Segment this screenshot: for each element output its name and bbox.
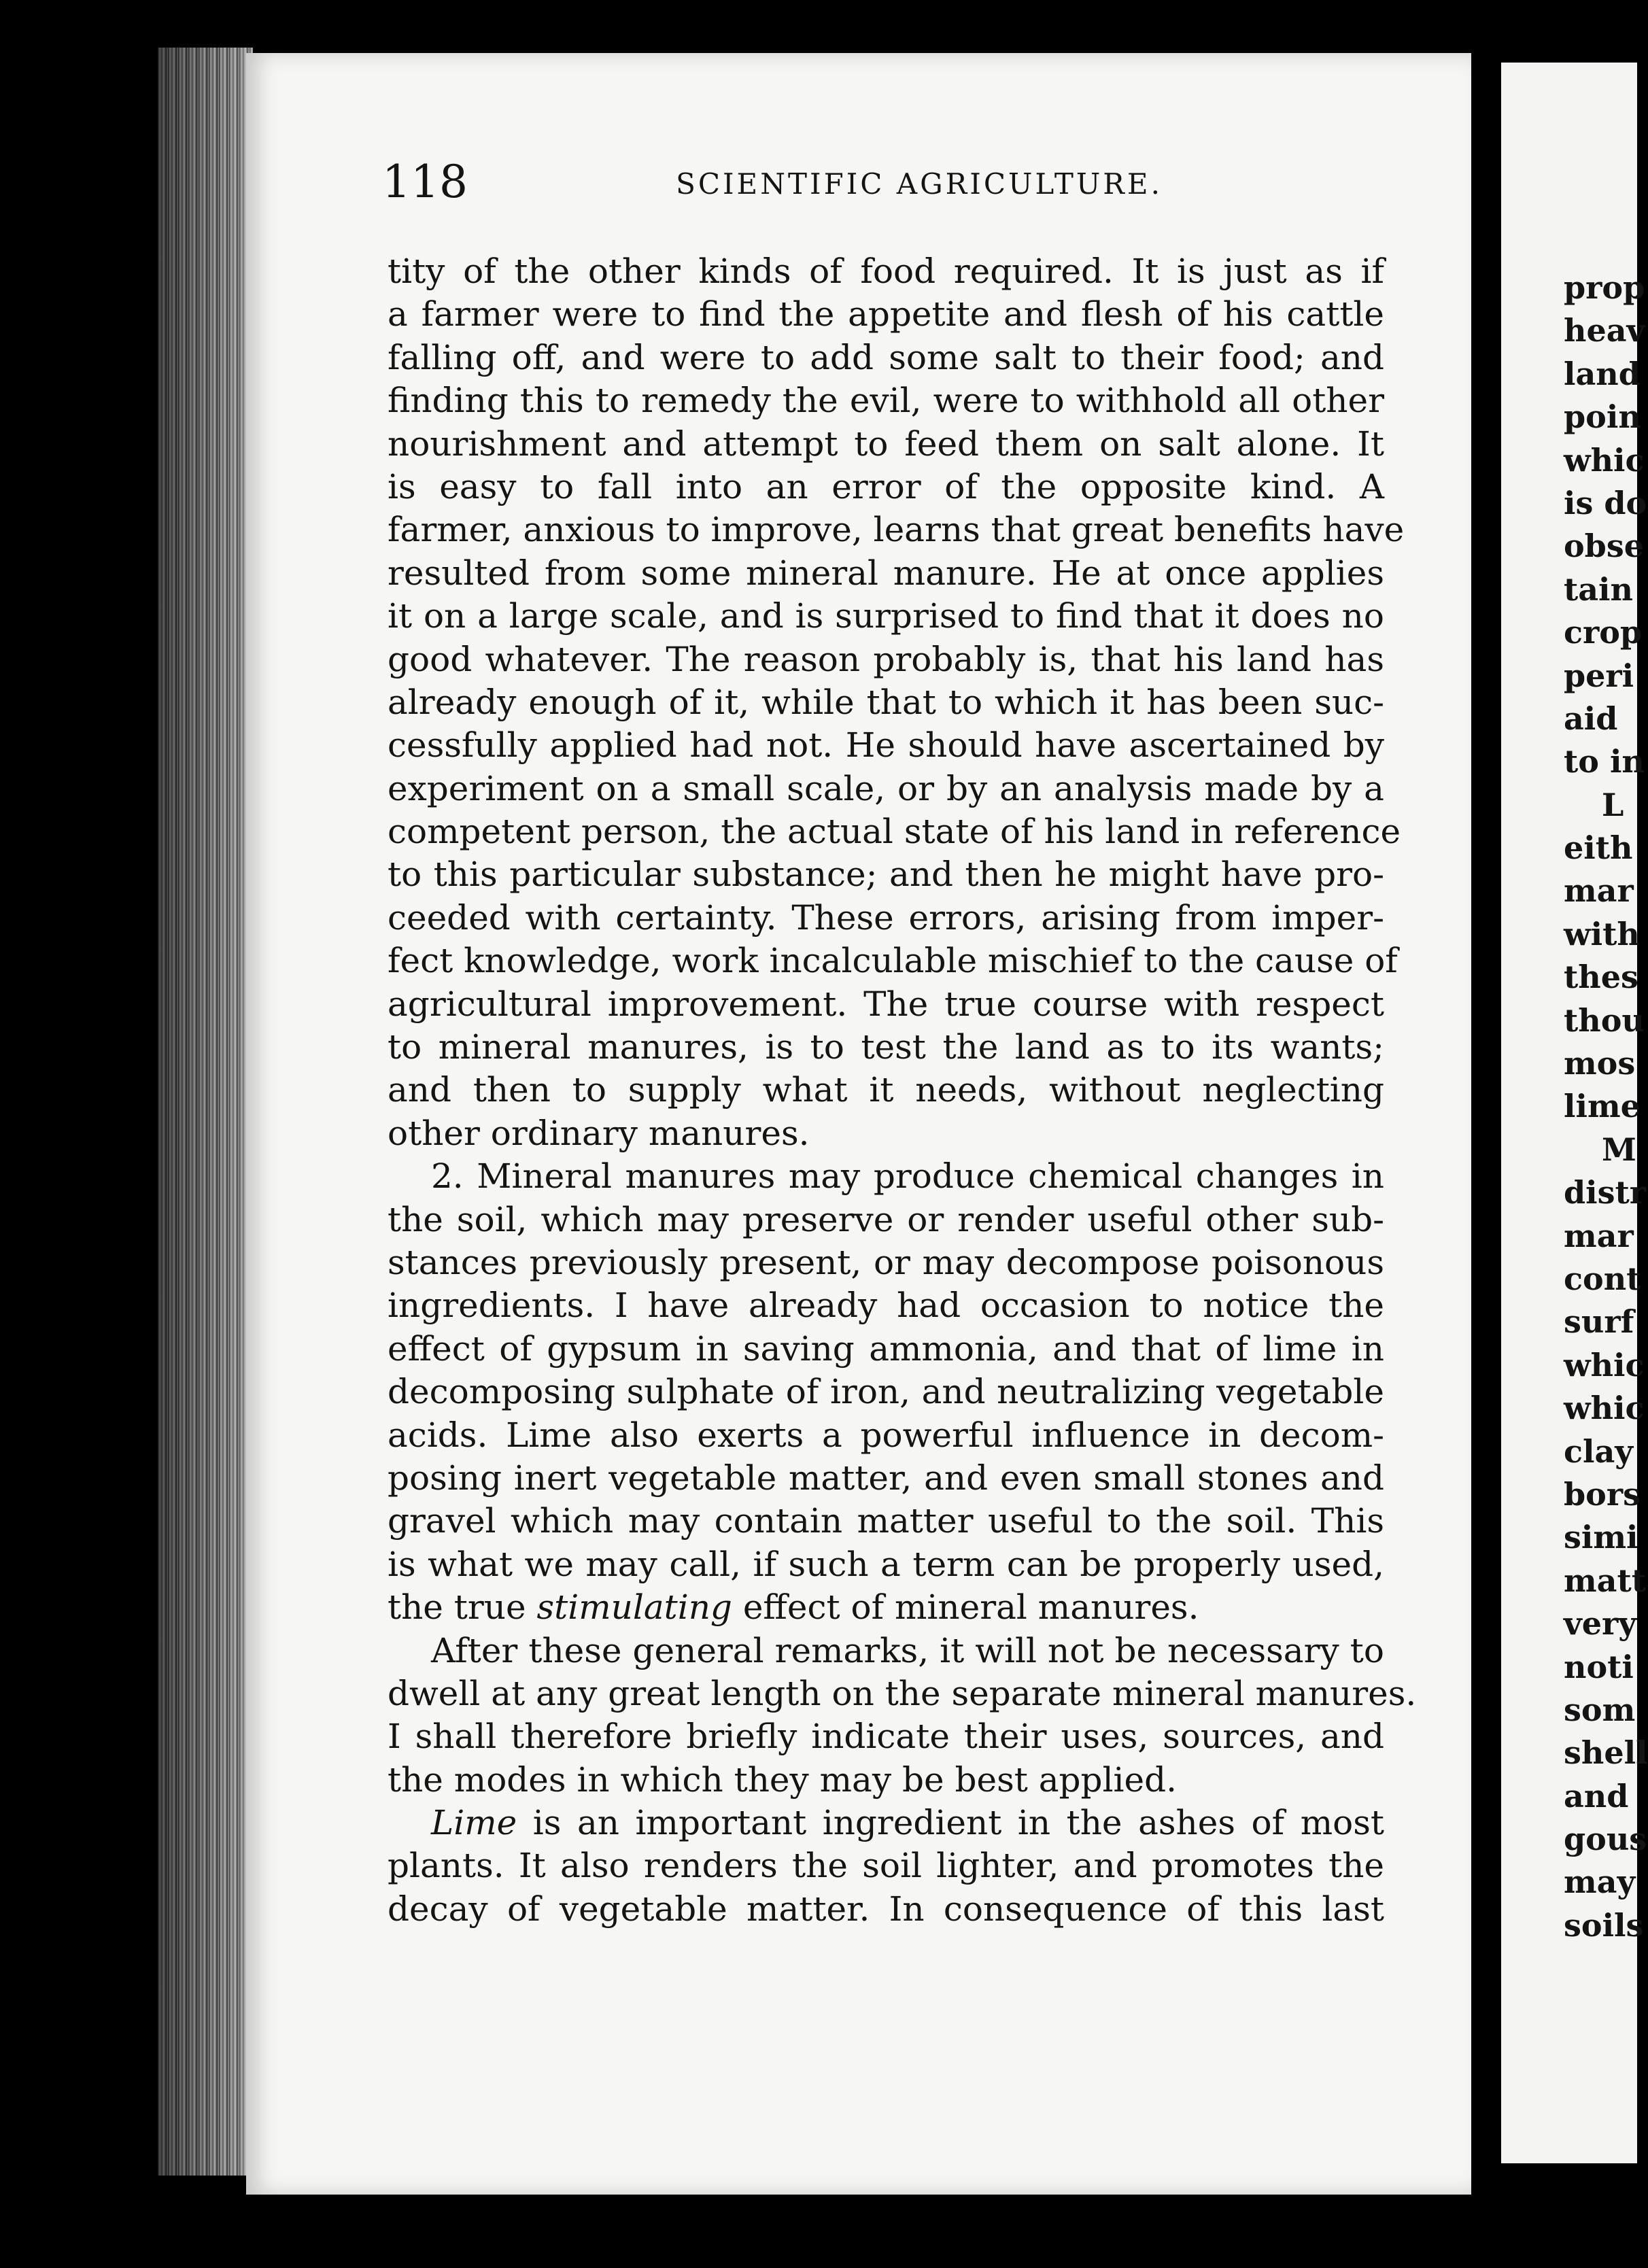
facing-line: mos xyxy=(1564,1045,1636,1082)
facing-line: whic xyxy=(1564,1390,1645,1427)
facing-line: simi xyxy=(1564,1519,1638,1556)
facing-line: is do xyxy=(1564,484,1647,521)
text-line: good whatever. The reason probably is, that his land has xyxy=(388,639,1384,679)
facing-line: bors xyxy=(1564,1475,1641,1513)
facing-line: lime xyxy=(1564,1088,1641,1125)
page-edges-shadow xyxy=(158,48,253,2176)
text-line: other ordinary manures. xyxy=(388,1113,810,1153)
facing-line: som xyxy=(1564,1691,1636,1728)
text-line: farmer, anxious to improve, learns that great benefits have xyxy=(388,510,1405,550)
facing-line: thes xyxy=(1564,959,1638,996)
text-line: it on a large scale, and is surprised to find that it does no xyxy=(388,596,1384,636)
text-line: agricultural improvement. The true course with respect xyxy=(388,984,1384,1024)
facing-line: and xyxy=(1564,1777,1629,1815)
facing-line: whic xyxy=(1564,1346,1645,1384)
text-line: already enough of it, while that to which it has been suc- xyxy=(388,682,1384,722)
facing-line: noti xyxy=(1564,1648,1634,1685)
facing-line: eith xyxy=(1564,829,1633,867)
facing-line: obse xyxy=(1564,528,1645,565)
italic-term: stimulating xyxy=(536,1587,732,1628)
facing-line: aid xyxy=(1564,700,1618,737)
facing-line: peri xyxy=(1564,657,1634,694)
text-line: and then to supply what it needs, without neglecting xyxy=(388,1070,1384,1110)
text-line: effect of gypsum in saving ammonia, and that of lime in xyxy=(388,1328,1384,1369)
text-line: dwell at any great length on the separate mineral manures. xyxy=(388,1673,1417,1713)
page-body xyxy=(388,250,1417,1931)
text-run: effect of mineral manures. xyxy=(732,1587,1199,1628)
facing-line: tain xyxy=(1564,570,1633,608)
facing-line: distr xyxy=(1564,1174,1647,1212)
main-page xyxy=(246,53,1471,2195)
text-line: stances previously present, or may decompose poisonous xyxy=(388,1242,1384,1282)
facing-line: to in xyxy=(1564,743,1645,780)
text-line: fect knowledge, work incalculable mischief to the cause of xyxy=(388,941,1398,981)
text-line: I shall therefore briefly indicate their uses, sources, and xyxy=(388,1717,1384,1757)
facing-line: poin xyxy=(1564,398,1641,436)
text-line: falling off, and were to add some salt to their food; and xyxy=(388,337,1384,377)
facing-line: heav xyxy=(1564,312,1645,349)
paragraph-start-line xyxy=(388,1802,1384,1844)
page-number: 118 xyxy=(382,156,468,208)
facing-line: clay xyxy=(1564,1432,1634,1470)
italic-term: Lime xyxy=(431,1803,517,1843)
text-line: a farmer were to find the appetite and flesh of his cattle xyxy=(388,294,1384,334)
facing-line: cont xyxy=(1564,1260,1641,1297)
facing-line: thou xyxy=(1564,1001,1645,1039)
text-line-with-italic xyxy=(388,1586,1384,1629)
text-line: cessfully applied had not. He should have ascertained by xyxy=(388,725,1384,766)
text-line: ingredients. I have already had occasion to notice the xyxy=(388,1286,1384,1326)
facing-line: land xyxy=(1564,355,1641,392)
facing-line: crop xyxy=(1564,614,1643,651)
text-line: plants. It also renders the soil lighter, and promotes the xyxy=(388,1846,1384,1886)
text-line: resulted from some mineral manure. He at once applies xyxy=(388,553,1384,593)
running-title: SCIENTIFIC AGRICULTURE. xyxy=(676,167,1163,201)
paragraph-start-line: After these general remarks, it will not be necessary to xyxy=(431,1630,1384,1670)
text-line: gravel which may contain matter useful to the soil. This xyxy=(388,1501,1384,1541)
running-head xyxy=(382,155,1375,209)
text-line: experiment on a small scale, or by an analysis made by a xyxy=(388,768,1384,808)
text-line: is what we may call, if such a term can be properly used, xyxy=(388,1544,1384,1584)
text-line: finding this to remedy the evil, were to withhold all other xyxy=(388,381,1384,421)
facing-page xyxy=(1501,63,1648,2163)
paragraph-start-line: 2. Mineral manures may produce chemical changes in xyxy=(431,1156,1384,1197)
facing-line: mar xyxy=(1564,1217,1634,1254)
text-line: ceeded with certainty. These errors, arising from imper- xyxy=(388,897,1384,938)
facing-line: prop xyxy=(1564,269,1645,306)
facing-line: matt xyxy=(1564,1562,1646,1599)
facing-line: gous xyxy=(1564,1821,1647,1858)
text-line: to mineral manures, is to test the land as to its wants; xyxy=(388,1027,1384,1067)
facing-line: shell xyxy=(1564,1734,1648,1772)
text-line: acids. Lime also exerts a powerful influence in decom- xyxy=(388,1415,1384,1455)
text-run: the true xyxy=(388,1587,537,1628)
facing-line: M xyxy=(1602,1131,1636,1168)
text-line: decay of vegetable matter. In consequence of this last xyxy=(388,1889,1384,1929)
text-line: competent person, the actual state of his land in reference xyxy=(388,812,1401,852)
facing-page-text xyxy=(1501,267,1648,1947)
text-line: the soil, which may preserve or render useful other sub- xyxy=(388,1199,1384,1239)
facing-line: whic xyxy=(1564,441,1645,479)
text-line: decomposing sulphate of iron, and neutralizing vegetable xyxy=(388,1372,1384,1412)
facing-line: may xyxy=(1564,1863,1636,1901)
facing-line: mar xyxy=(1564,872,1634,910)
facing-line: soils xyxy=(1564,1906,1644,1944)
facing-line: L xyxy=(1602,786,1624,823)
text-line: to this particular substance; and then he might have pro- xyxy=(388,855,1384,895)
text-line: tity of the other kinds of food required. It is just as if xyxy=(388,252,1384,291)
text-line: the modes in which they may be best applied. xyxy=(388,1759,1178,1800)
text-run: is an important ingredient in the ashes of most xyxy=(517,1803,1384,1843)
text-line: is easy to fall into an error of the opposite kind. A xyxy=(388,466,1384,506)
facing-line: very xyxy=(1564,1605,1636,1643)
facing-line: with xyxy=(1564,915,1640,952)
text-line: posing inert vegetable matter, and even small stones and xyxy=(388,1458,1384,1498)
text-line: nourishment and attempt to feed them on salt alone. It xyxy=(388,424,1384,464)
facing-line: surf xyxy=(1564,1303,1634,1341)
